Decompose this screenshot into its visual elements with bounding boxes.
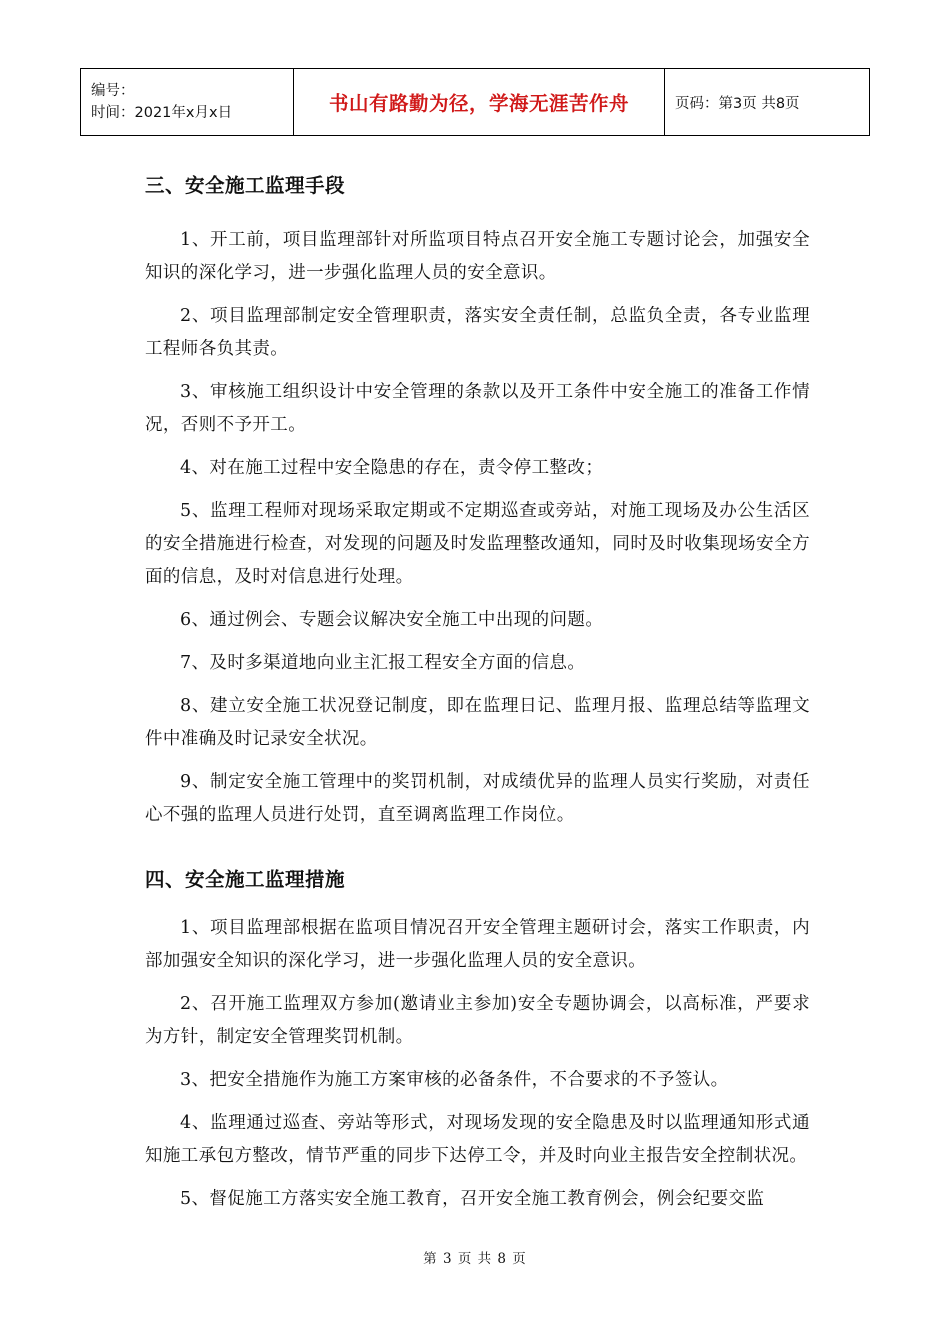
section-title-4: 四、安全施工监理措施 bbox=[145, 868, 346, 891]
paragraph: 3、审核施工组织设计中安全管理的条款以及开工条件中安全施工的准备工作情况，否则不予开工。 bbox=[145, 382, 810, 435]
paragraph: 4、对在施工过程中安全隐患的存在，责令停工整改； bbox=[180, 458, 604, 478]
paragraph: 1、项目监理部根据在监项目情况召开安全管理主题研讨会，落实工作职责，内部加强安全知识的深化学习，进一步强化监理人员的安全意识。 bbox=[145, 918, 810, 971]
document-date-label: 时间：2021年x月x日 bbox=[91, 105, 233, 121]
document-body bbox=[145, 168, 810, 1226]
paragraph: 6、通过例会、专题会议解决安全施工中出现的问题。 bbox=[180, 610, 604, 630]
paragraph: 5、监理工程师对现场采取定期或不定期巡查或旁站，对施工现场及办公生活区的安全措施进行检查，对发现的问题及时发监理整改通知，同时及时收集现场安全方面的信息，及时对信息进行处理。 bbox=[145, 501, 810, 587]
paragraph: 1、开工前，项目监理部针对所监项目特点召开安全施工专题讨论会，加强安全知识的深化学习，进一步强化监理人员的安全意识。 bbox=[145, 230, 810, 283]
page-footer: 第 3 页 共 8 页 bbox=[423, 1251, 527, 1267]
paragraph: 2、召开施工监理双方参加(邀请业主参加)安全专题协调会，以高标准，严要求为方针，制定安全管理奖罚机制。 bbox=[145, 994, 810, 1047]
header-meta-cell bbox=[81, 69, 294, 136]
document-number-label: 编号： bbox=[91, 83, 135, 99]
paragraph: 4、监理通过巡查、旁站等形式，对现场发现的安全隐患及时以监理通知形式通知施工承包方整改，情节严重的同步下达停工令，并及时向业主报告安全控制状况。 bbox=[145, 1113, 810, 1166]
paragraph: 5、督促施工方落实安全施工教育，召开安全施工教育例会，例会纪要交监 bbox=[180, 1189, 765, 1209]
header-motto: 书山有路勤为径，学海无涯苦作舟 bbox=[294, 69, 665, 136]
paragraph: 7、及时多渠道地向业主汇报工程安全方面的信息。 bbox=[180, 653, 586, 673]
paragraph: 2、项目监理部制定安全管理职责，落实安全责任制，总监负全责，各专业监理工程师各负其责。 bbox=[145, 306, 810, 359]
paragraph: 8、建立安全施工状况登记制度，即在监理日记、监理月报、监理总结等监理文件中准确及时记录安全状况。 bbox=[145, 696, 810, 749]
header-page-number: 页码：第3页 共8页 bbox=[665, 69, 870, 136]
section-title-3: 三、安全施工监理手段 bbox=[145, 174, 346, 197]
paragraph: 3、把安全措施作为施工方案审核的必备条件，不合要求的不予签认。 bbox=[180, 1070, 729, 1090]
header-table bbox=[80, 68, 870, 136]
paragraph: 9、制定安全施工管理中的奖罚机制，对成绩优异的监理人员实行奖励，对责任心不强的监理人员进行处罚，直至调离监理工作岗位。 bbox=[145, 772, 810, 825]
